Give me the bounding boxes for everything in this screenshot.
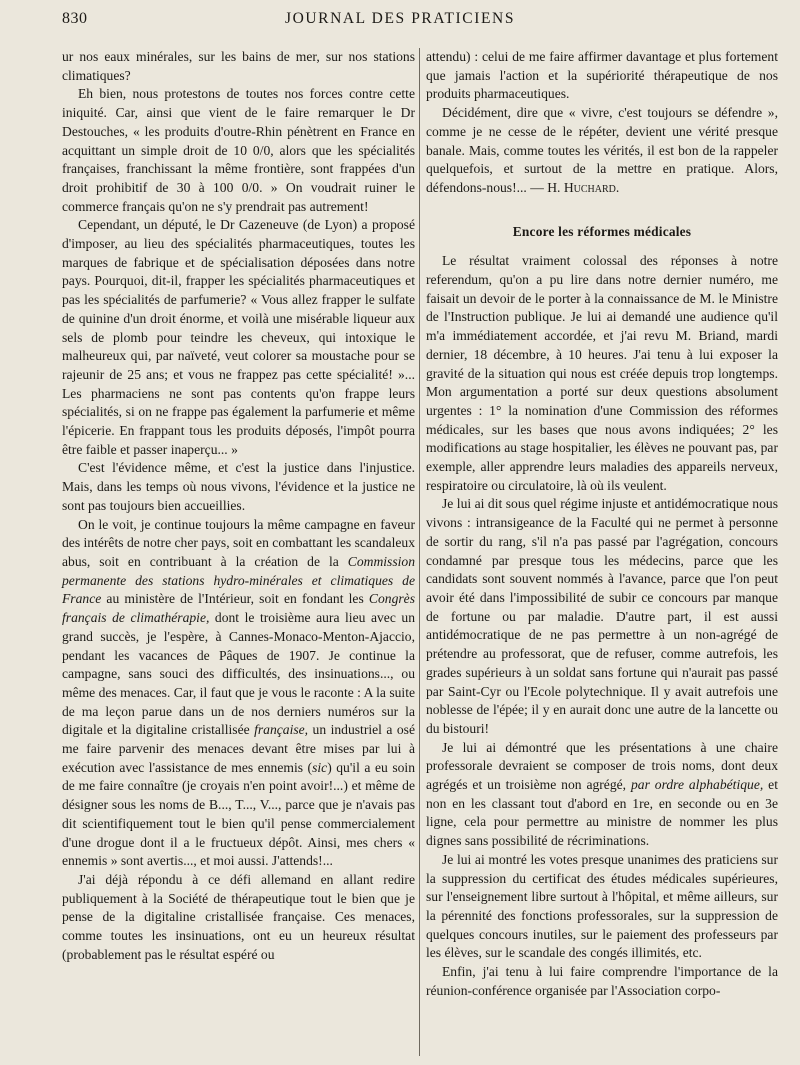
text-run: dont le troisième aura lieu avec un grand succès, je l'espère, à Cannes-Monaco-Menton-Ajaccio, pendant les vacances de Pâques de 1907. Je continue la campagne, sans souci des difficultés, des insinuations..., ou même des menaces. Car, il faut que je vous le raconte : A la suite de ma leçon parue dans un de nos derniers numéros sur la digitale et la digitaline cristallisée — [62, 610, 415, 738]
text-run: ) qu'il a eu soin de me faire connaître (je croyais n'en point avoir!...) et même de désigner sous les noms de B..., T..., V..., parce que je n'avais pas dit scientifiquement tout le bien qu'il pense commercialement d'une drogue dont il a le fructueux dépôt. Ainsi, mes chers « ennemis » sont avertis..., et moi aussi. J'attends!... — [62, 759, 415, 869]
left-column — [62, 48, 415, 964]
running-head: JOURNAL DES PRATICIENS — [284, 10, 516, 27]
italic-run: française, — [254, 722, 309, 738]
paragraph: Enfin, j'ai tenu à lui faire comprendre l'importance de la réunion-conférence organisée par l'Association corpo- — [426, 964, 778, 998]
italic-run: Commission permanente des stations hydro-minérales et climatiques de France — [62, 553, 415, 607]
paragraph: Cependant, un député, le Dr Cazeneuve (de Lyon) a proposé d'imposer, au lieu des spécialités pharmaceutiques, toutes les marques de fabrique et de spécialisation déposées dans notre pays. Pourquoi, dit-il, frapper les spécialités pharmaceutiques et pas les spécialités de parfumerie? « Vous allez frapper le sulfate de quinine d'un droit énorme, et voilà une misérable liqueur aux sels de plomb pour teindre les cheveux, qui intoxique le malheureux qui, par naïveté, veut colorer sa moustache pour se rajeunir de 25 ans; et vous ne frappez pas cette spécialité! »... Les pharmaciens ne sont pas contents qu'on frappe leurs spécialités, si on ne frappe pas également la parfumerie et même l'épicerie. En frappant tous les produits déposés, l'impôt pourra être faible et passer inaperçu... » — [62, 217, 415, 457]
italic-run: Congrès français de climathérapie, — [62, 591, 415, 626]
text-run: On le voit, je continue toujours la même campagne en faveur des intérêts de notre cher pays, soit en combattant les scandaleux abus, soit en contribuant à la création de la — [62, 516, 415, 569]
paragraph — [426, 739, 778, 851]
paragraph: ur nos eaux minérales, sur les bains de mer, sur nos stations climatiques? — [62, 49, 415, 83]
page-header — [0, 10, 800, 36]
paragraph: C'est l'évidence même, et c'est la justice dans l'injustice. Mais, dans les temps où nous vivons, l'évidence et la justice ne sont pas toujours bien accueillies. — [62, 460, 415, 513]
italic-run: sic — [312, 759, 328, 775]
paragraph: Le résultat vraiment colossal des réponses à notre referendum, qu'on a pu lire dans notre dernier numéro, me faisait un devoir de le porter à la connaissance de M. le Ministre de l'Instruction publique. Je lui ai demandé une audience qu'il m'a immédiatement accordée, et j'ai revu M. Briand, mardi dernier, 18 décembre, à 10 heures. J'ai tenu à lui exposer la gravité de la situation qui nous est créée depuis trop longtemps. Mon argumentation a porté sur deux questions absolument urgentes : 1° la nomination d'une Commission des réformes médicales, sur les bases que nous avons indiquées; 2° les modifications au stage hospitalier, les élèves ne pouvant pas, par exemple, aller apprendre leurs maladies des appareils nerveux, respiratoire ou circulatoire, là où ils veulent. — [426, 253, 778, 493]
paragraph: Eh bien, nous protestons de toutes nos forces contre cette iniquité. Car, ainsi que vient de le faire remarquer le Dr Destouches, « les produits d'outre-Rhin pénètrent en France en acquittant un simple droit de 10 0/0, alors que les spécialités françaises, franchissant la même frontière, sont frappées d'un droit prohibitif de 30 à 100 0/0. » On voudrait ruiner le commerce français qu'on ne s'y prendrait pas autrement! — [62, 86, 415, 214]
paragraph: Je lui ai dit sous quel régime injuste et antidémocratique nous vivons : intransigeance de la Faculté qui ne permet à personne de sortir du rang, s'il n'a pas passé par l'agrégation, concours condamné par presque tous les médecins, parce que les candidats sont souvent nommés à l'avance, parce que l'on peut avoir été dans l'impossibilité de subir ce concours par manque de fortune ou par maladie. D'autre part, il est aussi antidémocratique de ne pas permettre à un non-agrégé de prétendre au professorat, que de refuser, comme autrefois, les grades supérieurs à un soldat sans fortune qui n'aurait pas passé par Saint-Cyr ou l'Ecole polytechnique. Il y avait autrefois une noblesse de l'épée; il y en aurait donc une autre de la lancette ou du bistouri! — [426, 496, 778, 736]
paragraph: Je lui ai montré les votes presque unanimes des praticiens sur la suppression du certificat des études médicales supérieures, sur l'enseignement libre surtout à l'hôpital, et même ailleurs, sur la pérennité des fonctions professorales, sur la suppression de quelques concours inutiles, sur le paiement des professeurs par les élèves, sur le scandale des congés illimités, etc. — [426, 851, 778, 961]
text-run: et non en les classant tout d'abord en 1re, en seconde ou en 3e ligne, cela pour permettre au ministre de nommer les plus dignes sans possibilité de récriminations. — [426, 777, 778, 849]
paragraph — [426, 104, 778, 198]
column-divider — [419, 48, 420, 1056]
paragraph — [62, 516, 415, 871]
paragraph: attendu) : celui de me faire affirmer davantage et plus fortement que jamais l'action et la supériorité thérapeutique de nos produits pharmaceutiques. — [426, 49, 778, 102]
text-run: un industriel a osé me faire parvenir des menaces devant être mises par lui à exécution avec l'assistance de mes ennemis ( — [62, 722, 415, 775]
text-run: au ministère de l'Intérieur, soit en fondant les — [101, 591, 369, 607]
page-number: 830 — [62, 10, 88, 27]
author-signature: Huchard. — [563, 179, 620, 195]
paragraph: J'ai déjà répondu à ce défi allemand en allant redire publiquement à la Société de thérapeutique tout le bien que je pense de la digitaline cristallisée française. Ces menaces, comme toutes les insinuations, ont eu un heureux résultat (probablement pas le résultat espéré ou — [62, 871, 415, 962]
italic-run: par ordre alphabétique, — [630, 777, 764, 793]
right-column — [426, 48, 778, 1000]
text-run: Je lui ai démontré que les présentations à une chaire professorale devraient se composer de trois noms, dont deux agrégés et un troisième non agrégé, — [426, 739, 778, 793]
text-run: Décidément, dire que « vivre, c'est toujours se défendre », comme je ne cesse de le répéter, devient une vérité presque banale. Mais, comme toutes les vérités, il est bon de la rappeler quelquefois, et surtout de la mettre en pratique. Alors, défendons-nous!... — H. — [426, 105, 778, 195]
section-title: Encore les réformes médicales — [512, 223, 692, 239]
